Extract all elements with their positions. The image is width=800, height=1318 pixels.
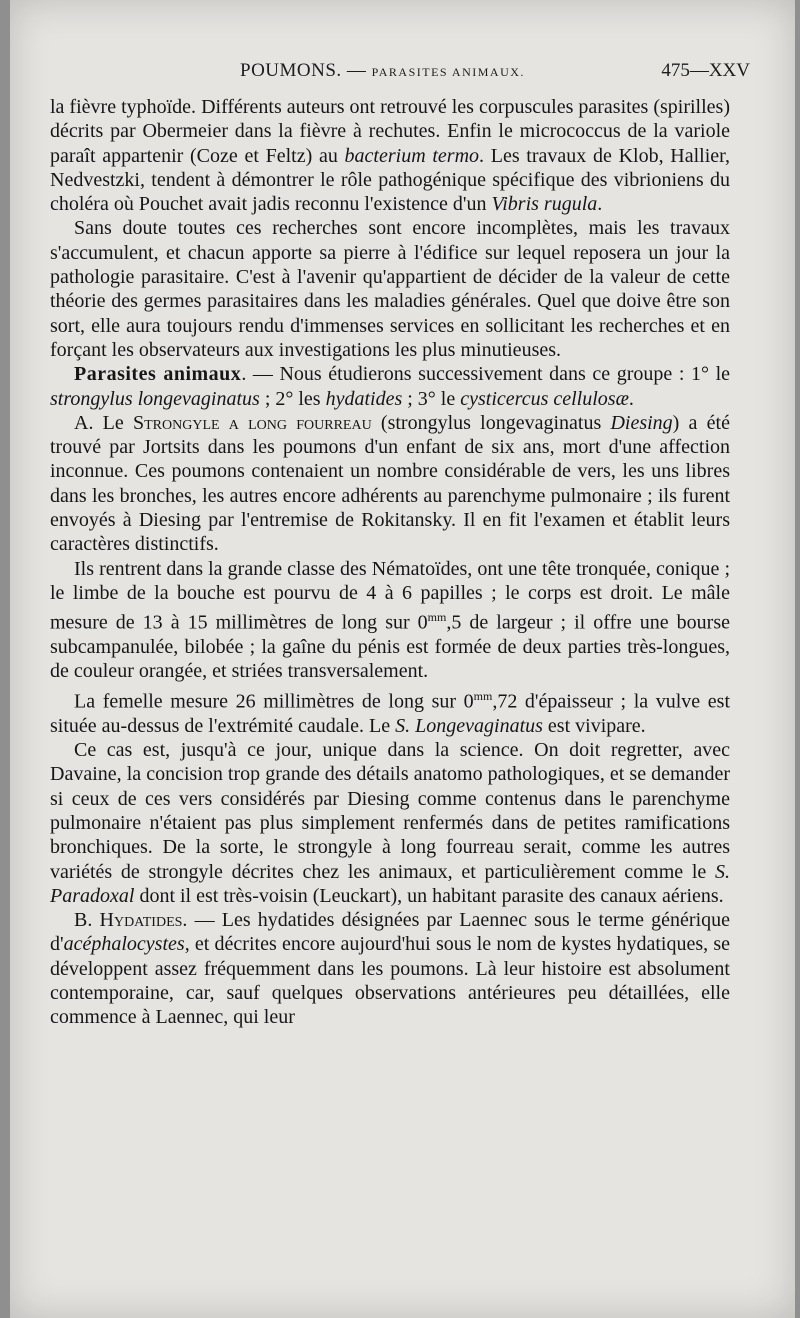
text-run: . — Les hydatides désignées par Laennec sous le terme générique d' <box>50 909 731 956</box>
text-run: ) a été trouvé par Jortsits dans les poumons d'un enfant de six ans, mort d'une affection inconnue. Ces poumons contenaient un nombre considérable de vers, les uns libres dans les bronches, les autres encore adhérents au parenchyme pulmonaire ; ils furent envoyés à Diesing par l'entremise de Rokitansky. Il en fit l'examen et établit leurs caractères distinctifs. <box>50 411 730 556</box>
italic-text: S. Longevaginatus <box>395 714 543 737</box>
text-run: ,72 d'épaisseur ; la vulve est située au-dessus de l'extrémité caudale. Le <box>50 690 730 737</box>
text-run: Ce cas est, jusqu'à ce jour, unique dans la science. On doit regretter, avec Davaine, la concision trop grande des détails anatomo pathologiques, et se demander si ceux de ces vers considérés par Diesing comme contenus dans le parenchyme pulmonaire n'étaient pas plus simplement renfermés dans de petites ramifications bronchiques. De la sorte, le strongyle à long fourreau serait, comme les autres variétés de strongyle décrites chez les animaux, et particulièrement comme le <box>50 739 730 883</box>
text-run: . <box>597 193 603 216</box>
text-run: est vivipare. <box>542 714 646 737</box>
italic-text: bacterium termo <box>344 144 480 167</box>
small-caps-heading: Hydatides <box>99 909 183 932</box>
text-run: Sans doute toutes ces recherches sont encore incomplètes, mais les travaux s'accumulent, et chacun apporte sa pierre à l'édifice sur lequel reposera un jour la pathologie parasitaire. C'est à l'avenir qu'appartient de décider de la valeur de cette théorie des germes parasitaires dans les maladies générales. Quel que doive être son sort, elle aura toujours rendu d'immenses services en sollicitant les recherches et en forçant les observateurs aux investigations les plus minutieuses. <box>50 217 730 361</box>
italic-text: hydatides <box>325 387 403 410</box>
small-caps-heading: Strongyle a long fourreau <box>133 411 372 434</box>
text-run: A. Le <box>74 411 133 434</box>
body-text <box>50 95 730 1030</box>
header-title <box>240 60 525 82</box>
text-run: ; 2° les <box>259 387 326 410</box>
paragraph <box>50 216 730 362</box>
text-run: La femelle mesure 26 millimètres de long sur 0 <box>74 690 474 713</box>
paragraph <box>50 738 730 908</box>
paragraph <box>50 684 730 738</box>
text-run: la fièvre typhoïde. Différents auteurs ont retrouvé les corpuscules parasites (spirilles) décrits par Obermeier dans la fièvre à rechutes. Enfin le micrococcus de la variole paraît appartenir (Coze et Feltz) au <box>50 96 730 167</box>
text-run: ; 3° le <box>402 387 461 410</box>
paragraph-parasites-animaux <box>50 362 730 411</box>
italic-text: acéphalocystes <box>63 933 185 956</box>
text-run: . Les travaux de Klob, Hallier, Nedvestzki, tendent à démontrer le rôle pathogénique spécifique des vibrioniens du choléra où Pouchet avait jadis reconnu l'existence d'un <box>50 144 730 216</box>
superscript: mm <box>473 688 493 703</box>
paragraph-strongyle <box>50 411 730 557</box>
superscript: mm <box>427 610 447 625</box>
paragraph <box>50 95 730 216</box>
italic-text: strongylus longevaginatus <box>50 387 260 410</box>
text-run: . — Nous étudierons successivement dans ce groupe : 1° le <box>241 363 731 386</box>
page-number: 475—XXV <box>661 60 750 81</box>
running-header <box>10 60 795 90</box>
book-page <box>10 0 795 1318</box>
text-run: ,5 de largeur ; il offre une bourse subcampanulée, bilobée ; la gaîne du pénis est formée de deux parties très-longues, de couleur orangée, et striées transversalement. <box>50 611 730 683</box>
text-run: B. <box>74 909 100 932</box>
header-title-sub: PARASITES ANIMAUX. <box>371 65 525 79</box>
italic-text: Vibris rugula <box>491 193 598 216</box>
text-run: dont il est très-voisin (Leuckart), un habitant parasite des canaux aériens. <box>134 884 724 907</box>
paragraph-hydatides <box>50 908 730 1029</box>
text-run: Ils rentrent dans la grande classe des Nématoïdes, ont une tête tronquée, conique ; le limbe de la bouche est pourvu de 4 à 6 papilles ; le corps est droit. Le mâle mesure de 13 à 15 millimètres de long sur 0 <box>50 557 730 634</box>
text-run: . <box>628 387 634 410</box>
text-run: , et décrites encore aujourd'hui sous le nom de kystes hydatiques, se développent assez fréquemment dans les poumons. Là leur histoire est absolument contemporaine, car, sauf quelques observations antérieures peu détaillées, elle commence à Laennec, qui leur <box>50 933 730 1029</box>
section-heading: Parasites animaux <box>74 363 242 386</box>
paragraph <box>50 557 730 684</box>
italic-text: Diesing <box>610 411 673 434</box>
italic-text: cysticercus cellulosæ <box>460 387 629 410</box>
italic-text: S. Paradoxal <box>50 860 730 907</box>
text-run: (strongylus longevaginatus <box>371 411 611 434</box>
header-title-main: POUMONS. — <box>240 60 367 81</box>
